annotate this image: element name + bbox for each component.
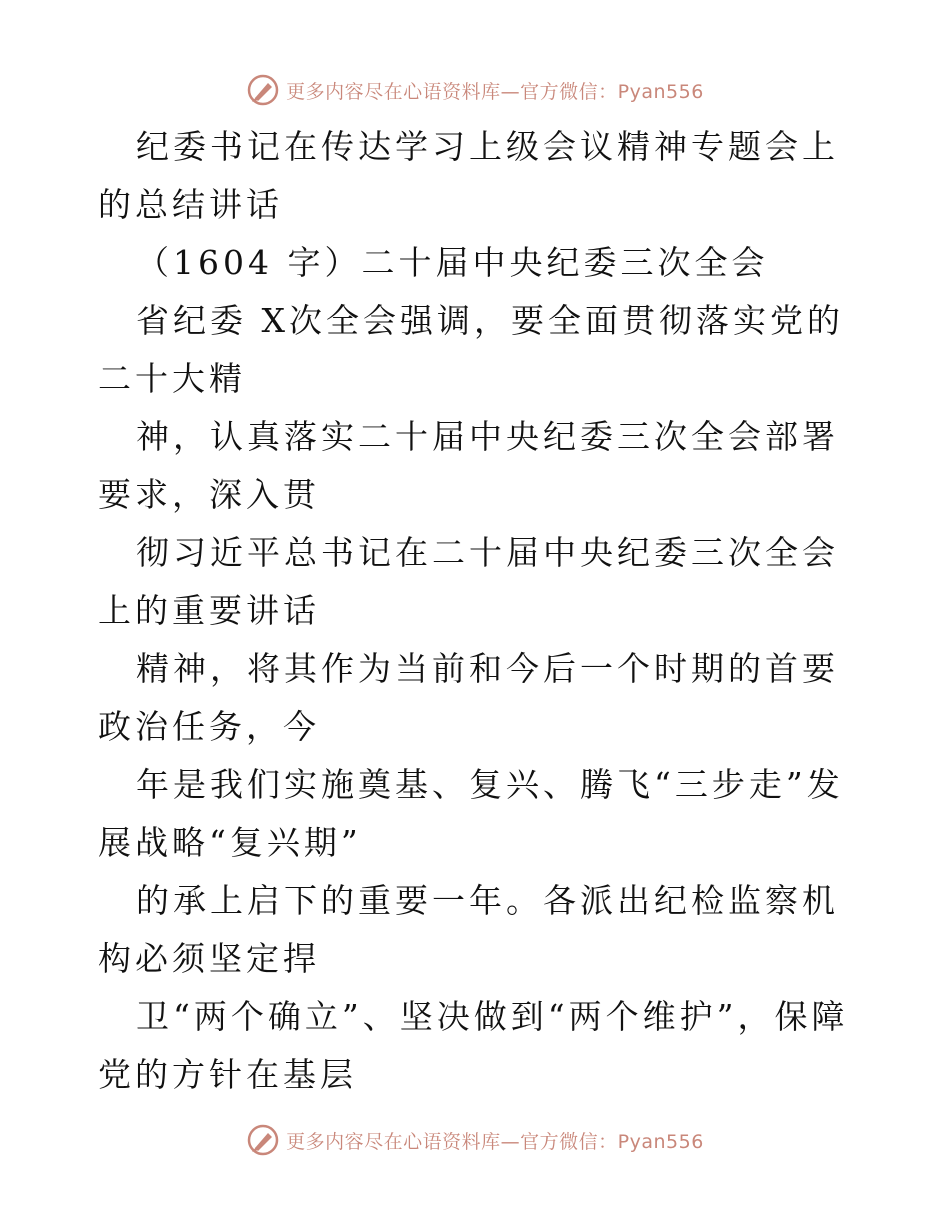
doc-paragraph: 的承上启下的重要一年。各派出纪检监察机构必须坚定捍 [98, 881, 839, 978]
header-watermark [0, 70, 950, 110]
doc-paragraph: 彻习近平总书记在二十届中央纪委三次全会上的重要讲话 [98, 533, 839, 630]
doc-paragraph: 精神，将其作为当前和今后一个时期的首要政治任务，今 [98, 649, 839, 746]
doc-paragraph: （1604 字）二十届中央纪委三次全会 [136, 243, 769, 282]
footer-watermark [0, 1120, 950, 1160]
doc-paragraph: 神，认真落实二十届中央纪委三次全会部署要求，深入贯 [98, 417, 839, 514]
document-body [98, 118, 858, 1104]
footer-watermark-text: 更多内容尽在心语资料库—官方微信：Pyan556 [286, 1130, 704, 1153]
pen-nib-logo-icon [246, 73, 280, 107]
doc-paragraph: 年是我们实施奠基、复兴、腾飞“三步走”发展战略“复兴期” [98, 765, 844, 862]
doc-paragraph: 省纪委 X次全会强调，要全面贯彻落实党的二十大精 [98, 301, 844, 398]
doc-paragraph: 卫“两个确立”、坚决做到“两个维护”，保障党的方针在基层 [98, 997, 849, 1094]
header-watermark-text: 更多内容尽在心语资料库—官方微信：Pyan556 [286, 80, 704, 103]
doc-title-paragraph: 纪委书记在传达学习上级会议精神专题会上的总结讲话 [98, 127, 839, 224]
pen-nib-logo-icon [246, 1123, 280, 1157]
